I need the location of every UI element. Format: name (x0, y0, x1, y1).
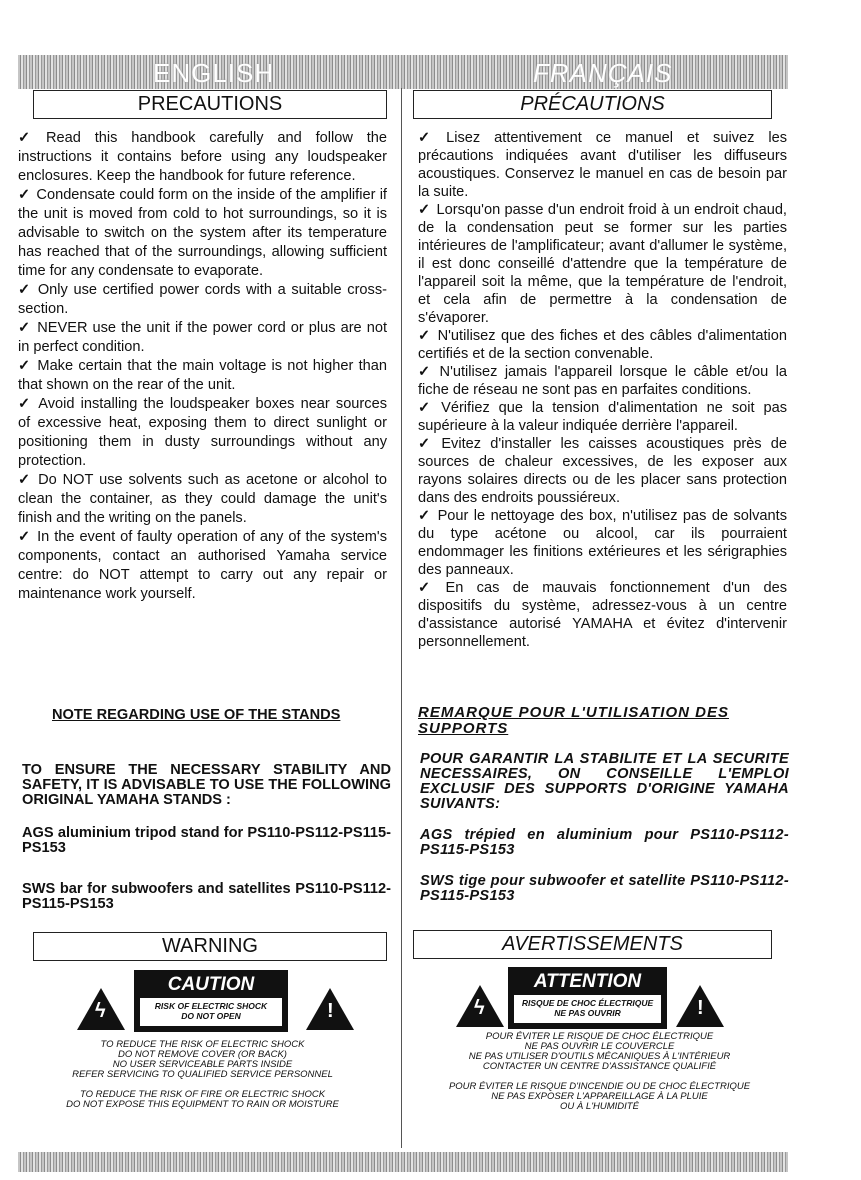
checkmark-icon: ✓ (418, 202, 431, 218)
precaution-text: N'utilisez que des fiches et des câbles d'alimentation certifiés et de la section convenable. (418, 328, 788, 362)
precautions-title-en: PRECAUTIONS (33, 90, 387, 119)
checkmark-icon: ✓ (18, 320, 32, 336)
precaution-item (418, 435, 787, 507)
column-divider (401, 88, 402, 1148)
language-header-band (18, 55, 788, 89)
warning-line: NE PAS OUVRIR LE COUVERCLE (524, 1041, 675, 1052)
precaution-item (418, 579, 787, 651)
precaution-item (18, 528, 387, 604)
stands-intro-en: TO ENSURE THE NECESSARY STABILITY AND SAFETY, IT IS ADVISABLE TO USE THE FOLLOWING ORIGINAL YAMAHA STANDS : (22, 762, 391, 808)
caution-line: RISK OF ELECTRIC SHOCK (154, 1001, 268, 1011)
electric-shock-warning-icon: ϟ (77, 988, 125, 1030)
precaution-item (18, 186, 387, 281)
warning-line: NE PAS UTILISER D'OUTILS MÉCANIQUES À L'INTÉRIEUR (468, 1051, 731, 1062)
caution-heading-fr: ATTENTION (533, 971, 642, 992)
warning-line: OU À L'HUMIDITÉ (560, 1101, 639, 1112)
precaution-item (418, 399, 787, 435)
warning-text-fr (415, 1032, 784, 1112)
stand-sws-en: SWS bar for subwoofers and satellites PS110-PS112-PS115-PS153 (22, 881, 391, 912)
warning-line: DO NOT REMOVE COVER (OR BACK) (118, 1049, 287, 1060)
precautions-list-en (18, 129, 387, 604)
stands-note-title-fr: REMARQUE POUR L'UTILISATION DES SUPPORTS (418, 704, 729, 737)
stands-intro-fr: POUR GARANTIR LA STABILITE ET LA SECURITE NECESSAIRES, ON CONSEILLE L'EMPLOI EXCLUSIF DES SUPPORTS D'ORIGINE YAMAHA SUIVANTS: (420, 751, 789, 812)
checkmark-icon: ✓ (18, 472, 33, 488)
checkmark-icon: ✓ (418, 364, 434, 380)
stand-ags-en: AGS aluminium tripod stand for PS110-PS112-PS115-PS153 (22, 825, 391, 856)
precaution-text: Do NOT use solvents such as acetone or alcohol to clean the container, as they could damage the unit's finish and the writing on the panels. (18, 472, 387, 526)
caution-line: RISQUE DE CHOC ÉLECTRIQUE (521, 998, 654, 1008)
checkmark-icon: ✓ (418, 130, 441, 146)
precaution-text: N'utilisez jamais l'appareil lorsque le câble et/ou la fiche de réseau ne sont pas en parfaites conditions. (418, 364, 787, 398)
checkmark-icon: ✓ (418, 436, 436, 452)
checkmark-icon: ✓ (18, 358, 32, 374)
checkmark-icon: ✓ (18, 282, 32, 298)
warning-line: POUR ÉVITER LE RISQUE DE CHOC ÉLECTRIQUE (485, 1031, 714, 1042)
caution-line: NE PAS OUVRIR (554, 1008, 621, 1018)
checkmark-icon: ✓ (18, 187, 31, 203)
caution-label-en (134, 970, 288, 1032)
exclamation-warning-icon: ! (306, 988, 354, 1030)
stands-section-en (22, 763, 391, 930)
precaution-text: Lisez attentivement ce manuel et suivez les précautions indiquées avant d'utiliser les diffuseurs acoustiques. Conservez le manuel en cas de besoin par la suite. (418, 130, 788, 200)
precaution-text: En cas de mauvais fonctionnement d'un des dispositifs du système, adressez-vous à un centre d'assistance autorisé YAMAHA et évitez d'intervenir personnellement. (418, 580, 787, 650)
warning-line: TO REDUCE THE RISK OF FIRE OR ELECTRIC SHOCK (79, 1089, 326, 1100)
warning-line: REFER SERVICING TO QUALIFIED SERVICE PERSONNEL (72, 1069, 333, 1080)
precaution-item (418, 507, 787, 579)
precaution-text: Read this handbook carefully and follow the instructions it contains before using any loudspeaker enclosures. Keep the handbook for future reference. (18, 130, 388, 184)
warning-title-fr: AVERTISSEMENTS (413, 930, 772, 959)
precaution-text: Evitez d'installer les caisses acoustiques près de sources de chaleur excessives, de les exposer aux rayons solaires directs ou de les placer sans protection dans des endroits poussiéreux. (418, 436, 787, 506)
exclamation-warning-icon: ! (676, 985, 724, 1027)
checkmark-icon: ✓ (418, 508, 432, 524)
precaution-text: Lorsqu'on passe d'un endroit froid à un endroit chaud, de la condensation peut se former sur les parties intérieures de l'amplificateur; avant d'allumer le système, il est donc conseillé d'attendre que la température de l'appareil soit la même, que la température de l'endroit, et cela afin de permettre à la condensation de s'évaporer. (418, 202, 787, 326)
precautions-title-fr: PRÉCAUTIONS (413, 90, 772, 119)
warning-title-en: WARNING (33, 932, 387, 961)
header-francais: FRANÇAIS (533, 58, 673, 88)
warning-line: CONTACTER UN CENTRE D'ASSISTANCE QUALIFIÉ (482, 1061, 717, 1072)
caution-line: DO NOT OPEN (181, 1011, 241, 1021)
precaution-text: Make certain that the main voltage is not higher than that shown on the rear of the unit. (18, 358, 387, 393)
checkmark-icon: ✓ (18, 529, 32, 545)
stand-sws-fr: SWS tige pour subwoofer et satellite PS110-PS112-PS115-PS153 (420, 873, 789, 904)
precaution-item (18, 319, 387, 357)
precaution-item (18, 129, 387, 186)
warning-line: POUR ÉVITER LE RISQUE D'INCENDIE OU DE CHOC ÉLECTRIQUE (448, 1081, 751, 1092)
electric-shock-warning-icon: ϟ (456, 985, 504, 1027)
precaution-item (18, 281, 387, 319)
precaution-item (418, 201, 787, 327)
precaution-text: Condensate could form on the inside of the amplifier if the unit is moved from cold to hot surroundings, so it is advisable to switch on the system after its temperature has reached that of the surroundings, allowing sufficient time for any condensate to evaporate. (18, 187, 387, 279)
caution-label-fr (508, 967, 667, 1029)
warning-line: DO NOT EXPOSE THIS EQUIPMENT TO RAIN OR MOISTURE (66, 1099, 339, 1110)
precaution-text: NEVER use the unit if the power cord or plus are not in perfect condition. (18, 320, 387, 355)
checkmark-icon: ✓ (418, 328, 432, 344)
warning-text-en (18, 1040, 387, 1110)
precaution-item (18, 395, 387, 471)
precaution-text: Pour le nettoyage des box, n'utilisez pas de solvants du type acétone ou alcool, car ils pourraient endommager les finitions extérieures et les sérigraphies des panneaux. (418, 508, 787, 578)
precaution-item (418, 327, 787, 363)
caution-heading-en: CAUTION (167, 974, 255, 995)
footer-band (18, 1152, 788, 1172)
checkmark-icon: ✓ (18, 130, 41, 146)
checkmark-icon: ✓ (18, 396, 33, 412)
precaution-item (418, 129, 787, 201)
warning-line: NE PAS EXPOSER L'APPAREILLAGE À LA PLUIE (491, 1091, 708, 1102)
checkmark-icon: ✓ (418, 580, 440, 596)
precaution-text: Vérifiez que la tension d'alimentation ne soit pas supérieure à la valeur indiquée derrière l'appareil. (418, 400, 787, 434)
precaution-text: Avoid installing the loudspeaker boxes near sources of excessive heat, exposing them to direct sunlight or positioning them in dusty surroundings without any protection. (18, 396, 387, 469)
precaution-item (18, 357, 387, 395)
stand-ags-fr: AGS trépied en aluminium pour PS110-PS112-PS115-PS153 (420, 827, 789, 858)
checkmark-icon: ✓ (418, 400, 436, 416)
precaution-text: In the event of faulty operation of any of the system's components, contact an authorised Yamaha service centre: do NOT attempt to carry out any repair or maintenance work yourself. (18, 529, 387, 602)
precautions-list-fr (418, 129, 787, 651)
stands-note-title-en: NOTE REGARDING USE OF THE STANDS (52, 707, 341, 723)
precaution-item (418, 363, 787, 399)
warning-line: TO REDUCE THE RISK OF ELECTRIC SHOCK (100, 1039, 305, 1050)
precaution-item (18, 471, 387, 528)
stands-section-fr (420, 752, 789, 904)
precaution-text: Only use certified power cords with a suitable cross-section. (18, 282, 387, 317)
warning-line: NO USER SERVICEABLE PARTS INSIDE (112, 1059, 293, 1070)
header-english: ENGLISH (153, 58, 275, 88)
